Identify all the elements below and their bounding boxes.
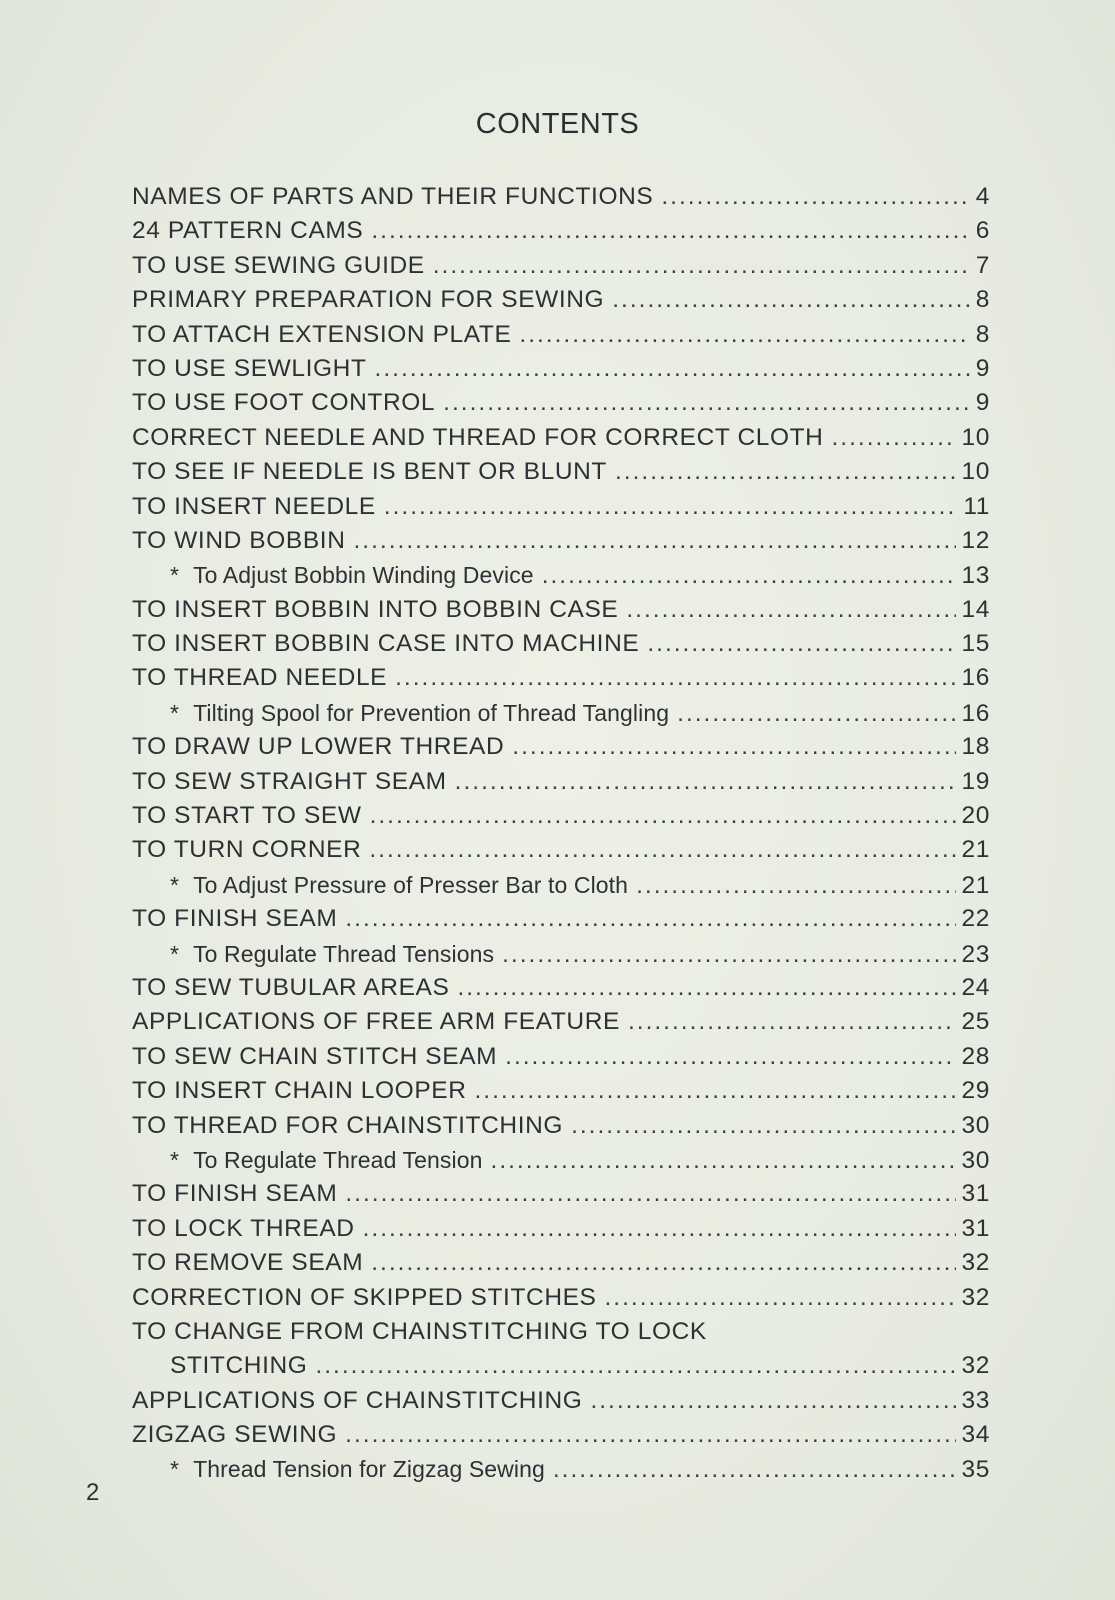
dot-leader: [371, 1246, 955, 1280]
toc-entry-label: [132, 1177, 337, 1211]
toc-entry-label: [132, 730, 504, 764]
dot-leader: [628, 1005, 956, 1039]
toc-entry-page: 32: [961, 1283, 990, 1311]
toc-entry: [132, 1212, 990, 1246]
toc-entry: [132, 1281, 990, 1315]
toc-entry-page: 29: [961, 1077, 990, 1105]
toc-entry-text: Tilting Spool for Prevention of Thread Tangling: [193, 699, 670, 726]
toc-entry: [132, 490, 990, 524]
toc-entry: [132, 1177, 990, 1211]
toc-entry: [132, 833, 990, 867]
toc-entry-label: [132, 765, 447, 799]
toc-entry: [132, 1452, 990, 1486]
toc-entry-label: [132, 1143, 483, 1177]
toc-entry-label: [132, 902, 337, 936]
toc-entry: [132, 1005, 990, 1039]
toc-entry-page: 25: [961, 1008, 990, 1036]
bullet-asterisk: *: [170, 1146, 180, 1173]
dot-leader: [626, 593, 955, 627]
toc-entry: [132, 765, 990, 799]
toc-entry-page: 10: [961, 423, 990, 451]
toc-entry-text: To Regulate Thread Tension: [193, 1146, 483, 1173]
bullet-asterisk: *: [170, 871, 180, 898]
toc-entry-text: To Regulate Thread Tensions: [193, 940, 495, 967]
dot-leader: [661, 180, 969, 214]
dot-leader: [345, 1177, 955, 1211]
toc-entry-text: TO ATTACH EXTENSION PLATE: [132, 320, 512, 348]
toc-entry-text: 24 PATTERN CAMS: [132, 217, 364, 245]
toc-entry-page: 8: [975, 286, 990, 314]
toc-entry-label: [132, 1005, 620, 1039]
toc-entry-text: To Adjust Bobbin Winding Device: [193, 562, 534, 589]
dot-leader: [519, 318, 969, 352]
dot-leader: [354, 524, 956, 558]
toc-entry-text: PRIMARY PREPARATION FOR SEWING: [132, 286, 605, 314]
dot-leader: [512, 730, 955, 764]
toc-entry-text: CORRECT NEEDLE AND THREAD FOR CORRECT CLOTH: [132, 423, 824, 451]
toc-entry-text: TO DRAW UP LOWER THREAD: [132, 733, 505, 761]
toc-entry-label: [132, 421, 823, 455]
toc-entry: [132, 421, 990, 455]
toc-entry-page: 21: [961, 871, 990, 899]
bullet-asterisk: *: [170, 1456, 180, 1483]
toc-entry-label: [132, 1384, 582, 1418]
bullet-asterisk: *: [170, 562, 180, 589]
toc-entry-text: TO SEE IF NEEDLE IS BENT OR BLUNT: [132, 458, 607, 486]
toc-entry-label: [132, 696, 669, 730]
dot-leader: [605, 1281, 956, 1315]
dot-leader: [455, 765, 956, 799]
toc-entry-page: 22: [961, 905, 990, 933]
toc-entry: [132, 1418, 990, 1452]
dot-leader: [370, 799, 956, 833]
toc-entry-label: [132, 214, 363, 248]
toc-entry-text: TO USE SEWING GUIDE: [132, 251, 425, 279]
toc-entry-label: [132, 799, 362, 833]
toc-entry-label: [132, 318, 511, 352]
dot-leader: [636, 869, 955, 903]
toc-entry: [132, 730, 990, 764]
dot-leader: [375, 352, 970, 386]
toc-entry-page: 32: [961, 1249, 990, 1277]
dot-leader: [647, 627, 955, 661]
toc-entry-label: [132, 971, 449, 1005]
toc-entry: [132, 386, 990, 420]
toc-entry-text: TO CHANGE FROM CHAINSTITCHING TO LOCK: [132, 1317, 707, 1345]
dot-leader: [363, 1212, 956, 1246]
toc-entry: [132, 352, 990, 386]
toc-entry: [132, 661, 990, 695]
toc-entry-page: 9: [975, 389, 990, 417]
toc-entry-page: 24: [961, 973, 990, 1001]
dot-leader: [395, 661, 955, 695]
toc-entry-text: TO USE SEWLIGHT: [132, 354, 367, 382]
toc-entry: [132, 593, 990, 627]
toc-entry-text: TO LOCK THREAD: [132, 1214, 355, 1242]
toc-entry-page: 14: [961, 595, 990, 623]
dot-leader: [315, 1349, 955, 1383]
toc-entry: [132, 799, 990, 833]
toc-entry-label: [132, 1074, 467, 1108]
toc-entry: [132, 902, 990, 936]
dot-leader: [677, 697, 955, 731]
dot-leader: [433, 249, 970, 283]
dot-leader: [369, 833, 955, 867]
toc-entry: [132, 180, 990, 214]
toc-entry: [132, 1040, 990, 1074]
toc-entry: [132, 1246, 990, 1280]
toc-entry-text: TO THREAD FOR CHAINSTITCHING: [132, 1111, 564, 1139]
toc-entry-page: 7: [975, 251, 990, 279]
toc-entry-text: TO INSERT CHAIN LOOPER: [132, 1077, 467, 1105]
toc-entry-text: TO FINISH SEAM: [132, 1180, 338, 1208]
toc-entry-page: 15: [961, 630, 990, 658]
toc-entry-page: 35: [961, 1456, 990, 1484]
toc-entry-label: [132, 1281, 597, 1315]
toc-entry-text: TO INSERT BOBBIN INTO BOBBIN CASE: [132, 595, 619, 623]
toc-entry: [132, 971, 990, 1005]
toc-entry: [132, 249, 990, 283]
toc-entry-text: Thread Tension for Zigzag Sewing: [193, 1456, 545, 1483]
toc-entry: [132, 558, 990, 592]
toc-entry-label: [132, 1109, 563, 1143]
toc-entry-label: [132, 1349, 307, 1383]
toc-entry-page: 19: [961, 767, 990, 795]
toc-entry-page: 31: [961, 1180, 990, 1208]
toc-entry: [132, 283, 990, 317]
toc-entry-text: TO FINISH SEAM: [132, 905, 338, 933]
toc-entry-label: [132, 593, 618, 627]
dot-leader: [831, 421, 955, 455]
toc-entry-label: [132, 558, 534, 592]
toc-entry: [132, 1074, 990, 1108]
dot-leader: [571, 1109, 955, 1143]
toc-entry-label: [132, 283, 604, 317]
dot-leader: [505, 1040, 955, 1074]
toc-entry-label: [132, 180, 653, 214]
toc-entry-text: APPLICATIONS OF FREE ARM FEATURE: [132, 1008, 620, 1036]
toc-entry-label: [132, 1040, 497, 1074]
toc-entry-text: TO WIND BOBBIN: [132, 526, 346, 554]
toc-entry-text: To Adjust Pressure of Presser Bar to Cloth: [193, 871, 629, 898]
toc-entry-text: TO TURN CORNER: [132, 836, 362, 864]
toc-entry-label: [132, 1452, 545, 1486]
toc-entry-page: 33: [961, 1386, 990, 1414]
toc-entry-label: [132, 661, 387, 695]
dot-leader: [542, 559, 956, 593]
toc-entry-page: 31: [961, 1214, 990, 1242]
toc-entry-page: 30: [961, 1111, 990, 1139]
toc-entry-page: 12: [961, 526, 990, 554]
toc-entry: [132, 524, 990, 558]
toc-entry-label: [132, 1212, 355, 1246]
bullet-asterisk: *: [170, 940, 180, 967]
toc-entry-text: TO REMOVE SEAM: [132, 1249, 364, 1277]
dot-leader: [384, 490, 958, 524]
dot-leader: [371, 214, 969, 248]
dot-leader: [345, 1418, 955, 1452]
toc-entry-text: TO SEW STRAIGHT SEAM: [132, 767, 447, 795]
toc-entry-text: TO START TO SEW: [132, 802, 362, 830]
toc-entry-page: 16: [961, 699, 990, 727]
toc-entry-label: [132, 937, 494, 971]
toc-entry: [132, 627, 990, 661]
toc-entry-page: 23: [961, 940, 990, 968]
page-title: CONTENTS: [475, 108, 640, 140]
dot-leader: [590, 1384, 955, 1418]
toc-entry-text: STITCHING: [170, 1352, 308, 1380]
toc-entry-label: [132, 386, 435, 420]
page-number: 2: [86, 1479, 100, 1506]
dot-leader: [345, 902, 955, 936]
dot-leader: [475, 1074, 956, 1108]
toc-entry: [132, 1315, 990, 1349]
toc-entry-page: 20: [961, 802, 990, 830]
toc-entry-label: [132, 524, 346, 558]
dot-leader: [615, 455, 956, 489]
toc-entry-label: [132, 490, 376, 524]
table-of-contents: [132, 180, 990, 1487]
toc-entry-label: [132, 1246, 363, 1280]
toc-entry-label: [132, 249, 425, 283]
toc-entry-page: 28: [961, 1042, 990, 1070]
toc-entry: [132, 696, 990, 730]
toc-entry-text: NAMES OF PARTS AND THEIR FUNCTIONS: [132, 183, 654, 210]
toc-entry-page: 30: [961, 1146, 990, 1174]
toc-entry-label: [132, 1418, 337, 1452]
toc-entry: [132, 1109, 990, 1143]
toc-entry-page: 18: [961, 733, 990, 761]
toc-entry: [132, 1143, 990, 1177]
toc-entry-page: 4: [975, 183, 990, 210]
toc-entry-text: TO INSERT NEEDLE: [132, 492, 376, 520]
toc-entry-page: 32: [961, 1352, 990, 1380]
toc-entry: [132, 455, 990, 489]
toc-entry-page: 10: [961, 458, 990, 486]
toc-entry-label: [132, 627, 639, 661]
toc-entry-text: TO INSERT BOBBIN CASE INTO MACHINE: [132, 630, 640, 658]
dot-leader: [612, 283, 970, 317]
toc-entry: [132, 937, 990, 971]
toc-entry-text: CORRECTION OF SKIPPED STITCHES: [132, 1283, 597, 1311]
toc-entry-text: APPLICATIONS OF CHAINSTITCHING: [132, 1386, 583, 1414]
toc-entry: [132, 1384, 990, 1418]
toc-entry-label: [132, 1315, 707, 1349]
dot-leader: [443, 386, 970, 420]
toc-entry-page: 13: [961, 562, 990, 590]
dot-leader: [491, 1144, 956, 1178]
toc-entry-label: [132, 868, 628, 902]
toc-entry-page: 11: [963, 492, 990, 520]
toc-entry-text: TO THREAD NEEDLE: [132, 664, 388, 692]
dot-leader: [502, 938, 955, 972]
dot-leader: [457, 971, 955, 1005]
toc-entry: [132, 318, 990, 352]
toc-entry-label: [132, 352, 367, 386]
toc-entry-text: TO USE FOOT CONTROL: [132, 389, 436, 417]
toc-entry-page: 21: [961, 836, 990, 864]
toc-entry-text: ZIGZAG SEWING: [132, 1421, 338, 1449]
bullet-asterisk: *: [170, 699, 180, 726]
toc-entry-page: 6: [975, 217, 990, 245]
toc-entry-text: TO SEW CHAIN STITCH SEAM: [132, 1042, 498, 1070]
toc-entry: [132, 1349, 990, 1383]
toc-entry-page: 9: [975, 354, 990, 382]
dot-leader: [553, 1453, 956, 1487]
toc-entry-label: [132, 833, 361, 867]
toc-entry: [132, 214, 990, 248]
toc-entry-label: [132, 455, 607, 489]
toc-entry-page: 8: [975, 320, 990, 348]
toc-entry-page: 34: [961, 1421, 990, 1449]
toc-entry-page: 16: [961, 664, 990, 692]
toc-entry: [132, 868, 990, 902]
toc-entry-text: TO SEW TUBULAR AREAS: [132, 973, 450, 1001]
